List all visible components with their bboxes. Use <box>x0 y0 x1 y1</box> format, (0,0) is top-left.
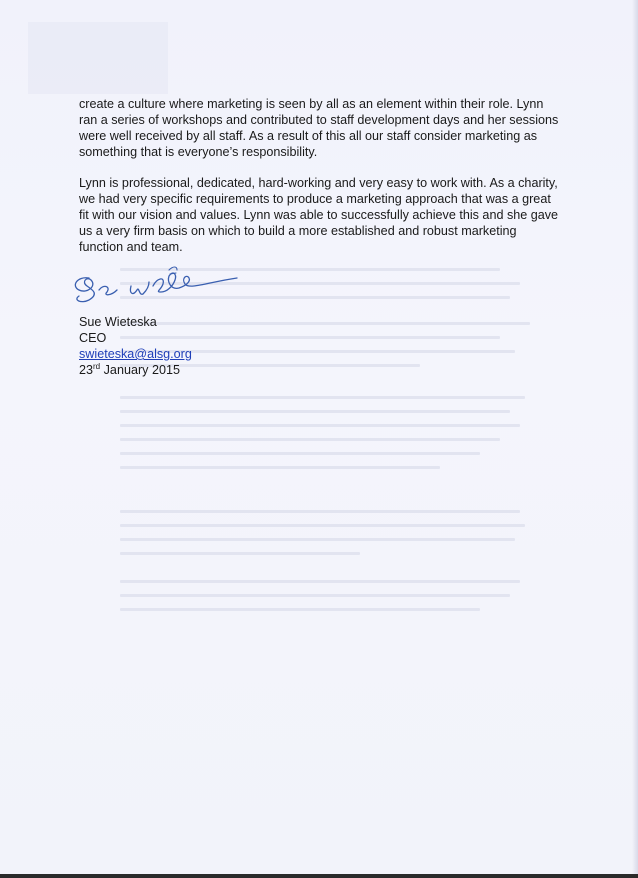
letter-body <box>79 96 559 378</box>
date-suffix: rd <box>93 361 101 371</box>
scan-artifact <box>28 22 168 94</box>
letter-date <box>79 362 559 378</box>
date-rest: January 2015 <box>100 363 180 377</box>
page-bottom-border <box>0 874 638 878</box>
signatory-title: CEO <box>79 331 107 345</box>
signature-icon <box>69 256 269 316</box>
signatory-email-link[interactable]: swieteska@alsg.org <box>79 347 192 361</box>
page-edge-shadow <box>632 0 638 878</box>
handwritten-signature <box>79 268 559 314</box>
letter-paragraph: Lynn is professional, dedicated, hard-working and very easy to work with. As a charity, we had very specific requirements to produce a marketing approach that was a great fit with our vision and values. Lynn was able to successfully achieve this and she gave us a very firm basis on which to build a more established and robust marketing function and team. <box>79 176 559 254</box>
date-day: 23 <box>79 363 94 377</box>
letter-paragraph: create a culture where marketing is seen by all as an element within their role. Lynn ran a series of workshops and contributed to staff development days and her sessions were well received by all staff. As a result of this all our staff consider marketing as something that is everyone’s responsibility. <box>79 97 559 159</box>
signatory-name: Sue Wieteska <box>79 315 157 329</box>
